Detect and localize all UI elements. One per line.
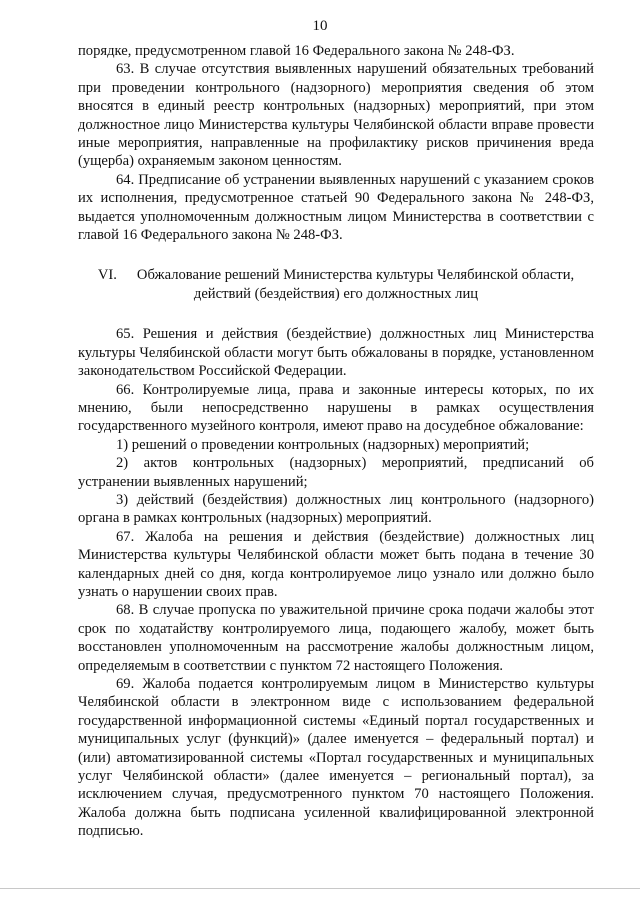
section-heading: [78, 266, 594, 303]
page-number: 10: [312, 18, 328, 34]
paragraph-continuation: порядке, предусмотренном главой 16 Федерального закона № 248-ФЗ.: [78, 43, 515, 59]
paragraph-65: 65. Решения и действия (бездействие) должностных лиц Министерства культуры Челябинской области могут быть обжалованы в порядке, установленном законодательством Российской Федерации.: [78, 326, 594, 380]
list-item-2: 2) актов контрольных (надзорных) мероприятий, предписаний об устранении выявленных нарушений;: [78, 455, 594, 490]
paragraph-64: 64. Предписание об устранении выявленных нарушений с указанием сроков их исполнения, предусмотренное статьей 90 Федерального закона № 248-ФЗ, выдается уполномоченным должностным лицом Министерства в соответствии с главой 16 Федерального закона № 248-ФЗ.: [78, 171, 594, 244]
section-title-line1: Обжалование решений Министерства культуры Челябинской области,: [136, 267, 575, 284]
paragraph-69: 69. Жалоба подается контролируемым лицом в Министерство культуры Челябинской области в электронном виде с использованием федеральной государственной информационной системы «Единый портал государственных и муниципальных услуг (функций)» (далее именуется – федеральный портал) и (или) автоматизированной системы «Портал государственных и муниципальных услуг Челябинской области» (далее именуется – региональный портал), за исключением случая, предусмотренного пунктом 70 настоящего Положения. Жалоба должна быть подписана усиленной квалифицированной электронной подписью.: [78, 676, 594, 840]
list-item-3: 3) действий (бездействия) должностных лиц контрольного (надзорного) органа в рамках контрольных (надзорных) мероприятий.: [78, 491, 594, 527]
page-bottom-divider: [0, 888, 640, 889]
section-title-line2: действий (бездействия) его должностных лиц: [193, 285, 479, 302]
paragraph-67: 67. Жалоба на решения и действия (бездействие) должностных лиц Министерства культуры Челябинской области может быть подана в течение 30 календарных дней со дня, когда контролируемое лицо узнало или должно было узнать о нарушении своих прав.: [78, 528, 594, 600]
document-body: [78, 42, 594, 841]
section-number: VI.: [97, 267, 117, 284]
list-item-1: 1) решений о проведении контрольных (надзорных) мероприятий;: [116, 436, 530, 453]
paragraph-66: 66. Контролируемые лица, права и законные интересы которых, по их мнению, были непосредственно нарушены в рамках осуществления государственного музейного контроля, имеют право на досудебное обжалование:: [78, 381, 594, 435]
paragraph-63: 63. В случае отсутствия выявленных нарушений обязательных требований при проведении контрольного (надзорного) мероприятия сведения об этом вносятся в единый реестр контрольных (надзорных) мероприятий, при этом должностное лицо Министерства культуры Челябинской области вправе провести иные мероприятия, направленные на профилактику рисков причинения вреда (ущерба) охраняемым законом ценностям.: [78, 61, 594, 170]
paragraph-68: 68. В случае пропуска по уважительной причине срока подачи жалобы этот срок по ходатайству контролируемого лица, подающего жалобу, может быть восстановлен уполномоченным на рассмотрение жалобы должностным лицом, определяемым в соответствии с пунктом 72 настоящего Положения.: [78, 602, 594, 674]
